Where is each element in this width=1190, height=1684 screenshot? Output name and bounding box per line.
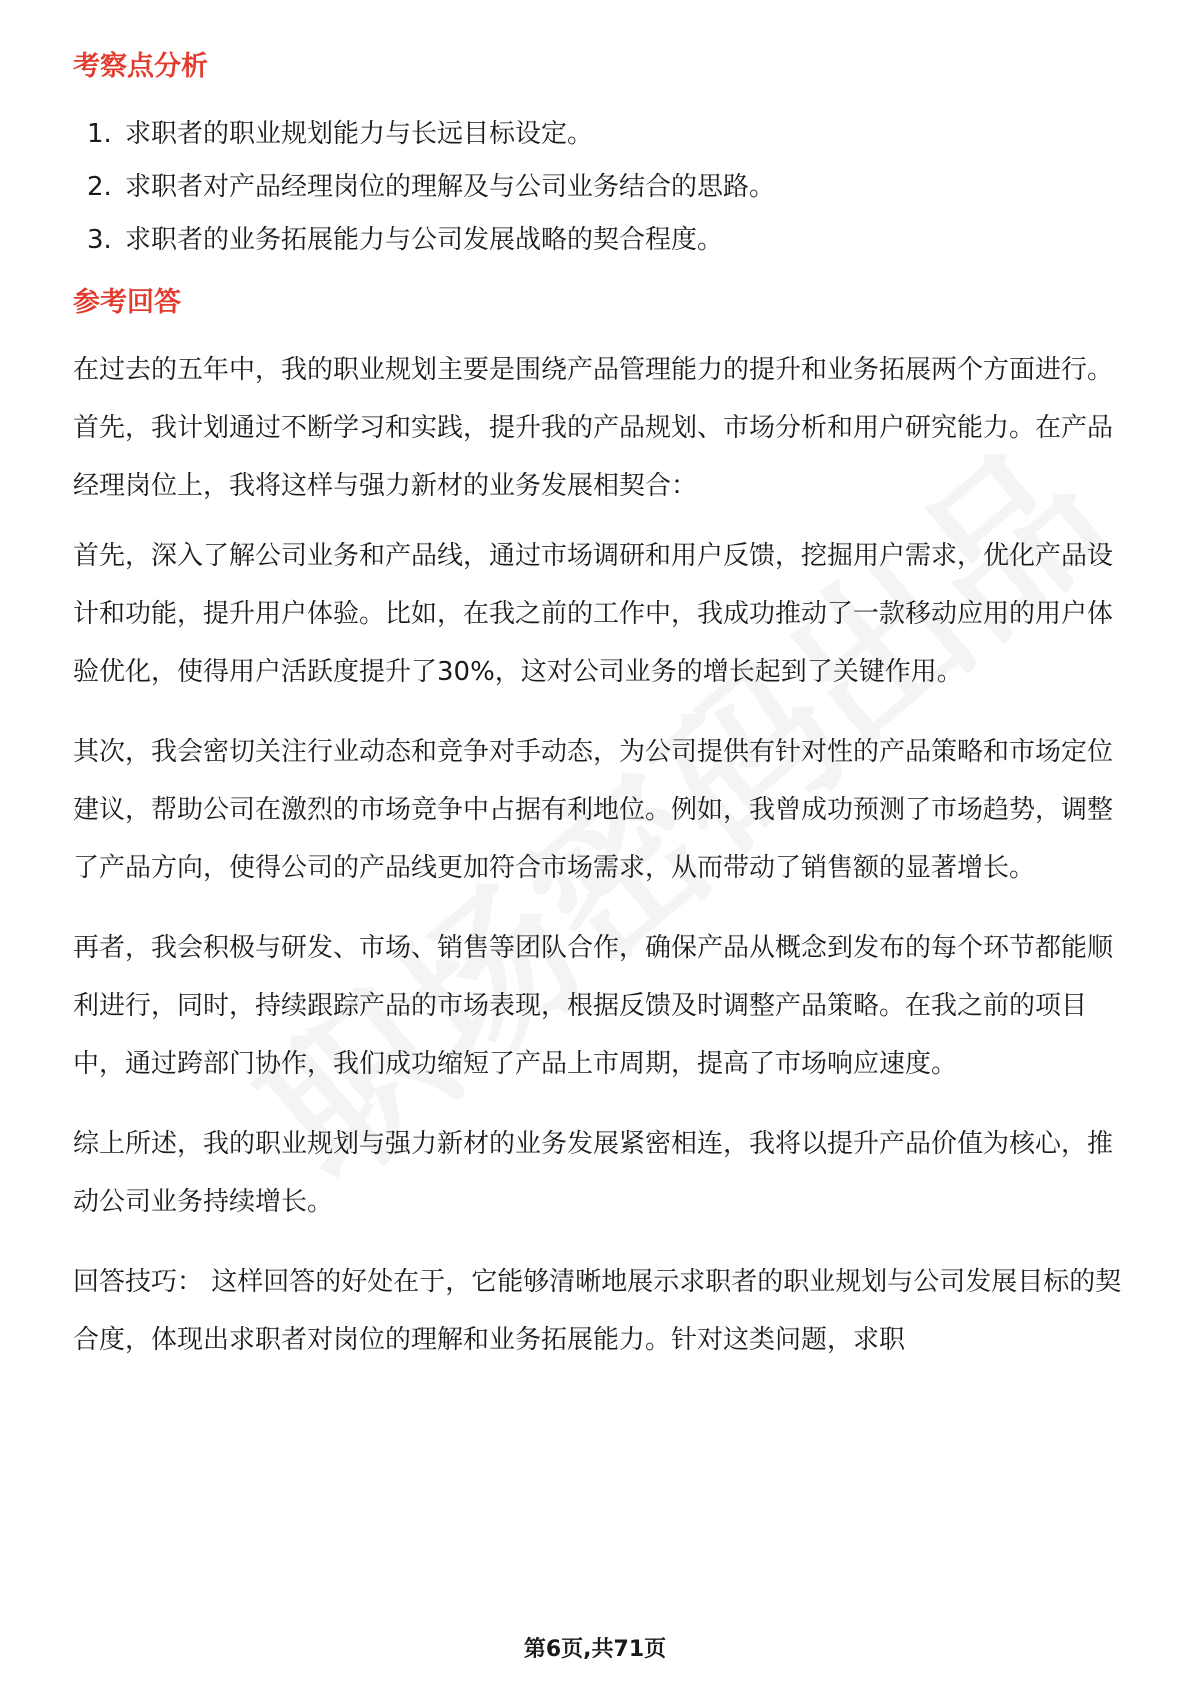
list-number: 1. xyxy=(87,119,112,149)
answer-tips-paragraph: 回答技巧： 这样回答的好处在于，它能够清晰地展示求职者的职业规划与公司发展目标的契合度，体现出求职者对岗位的理解和业务拓展能力。针对这类问题，求职 xyxy=(73,1267,1122,1355)
list-text: 求职者的业务拓展能力与公司发展战略的契合程度。 xyxy=(125,225,724,255)
answer-heading: 参考回答 xyxy=(73,287,181,318)
answer-paragraph: 再者，我会积极与研发、市场、销售等团队合作，确保产品从概念到发布的每个环节都能顺利进行，同时，持续跟踪产品的市场表现，根据反馈及时调整产品策略。在我之前的项目中，通过跨部门协作，我们成功缩短了产品上市周期，提高了市场响应速度。 xyxy=(73,933,1114,1079)
analysis-list xyxy=(73,116,1123,258)
analysis-heading: 考察点分析 xyxy=(73,51,208,82)
list-text: 求职者的职业规划能力与长远目标设定。 xyxy=(125,119,594,149)
answer-paragraph: 首先，深入了解公司业务和产品线，通过市场调研和用户反馈，挖掘用户需求，优化产品设计和功能，提升用户体验。比如，在我之前的工作中，我成功推动了一款移动应用的用户体验优化，使得用户活跃度提升了30%，这对公司业务的增长起到了关键作用。 xyxy=(73,541,1114,687)
answer-paragraph: 综上所述，我的职业规划与强力新材的业务发展紧密相连，我将以提升产品价值为核心，推动公司业务持续增长。 xyxy=(73,1129,1114,1217)
page-number: 第6页,共71页 xyxy=(523,1637,667,1662)
analysis-list-item xyxy=(73,116,1123,152)
page-content xyxy=(73,48,1123,1369)
analysis-list-item xyxy=(73,169,1123,205)
answer-paragraph: 其次，我会密切关注行业动态和竞争对手动态，为公司提供有针对性的产品策略和市场定位建议，帮助公司在激烈的市场竞争中占据有利地位。例如，我曾成功预测了市场趋势，调整了产品方向，使得公司的产品线更加符合市场需求，从而带动了销售额的显著增长。 xyxy=(73,737,1114,883)
answer-paragraph: 在过去的五年中，我的职业规划主要是围绕产品管理能力的提升和业务拓展两个方面进行。首先，我计划通过不断学习和实践，提升我的产品规划、市场分析和用户研究能力。在产品经理岗位上，我将这样与强力新材的业务发展相契合： xyxy=(73,355,1114,501)
list-number: 3. xyxy=(87,225,112,255)
analysis-list-item xyxy=(73,222,1123,258)
list-text: 求职者对产品经理岗位的理解及与公司业务结合的思路。 xyxy=(125,172,776,202)
list-number: 2. xyxy=(87,172,112,202)
